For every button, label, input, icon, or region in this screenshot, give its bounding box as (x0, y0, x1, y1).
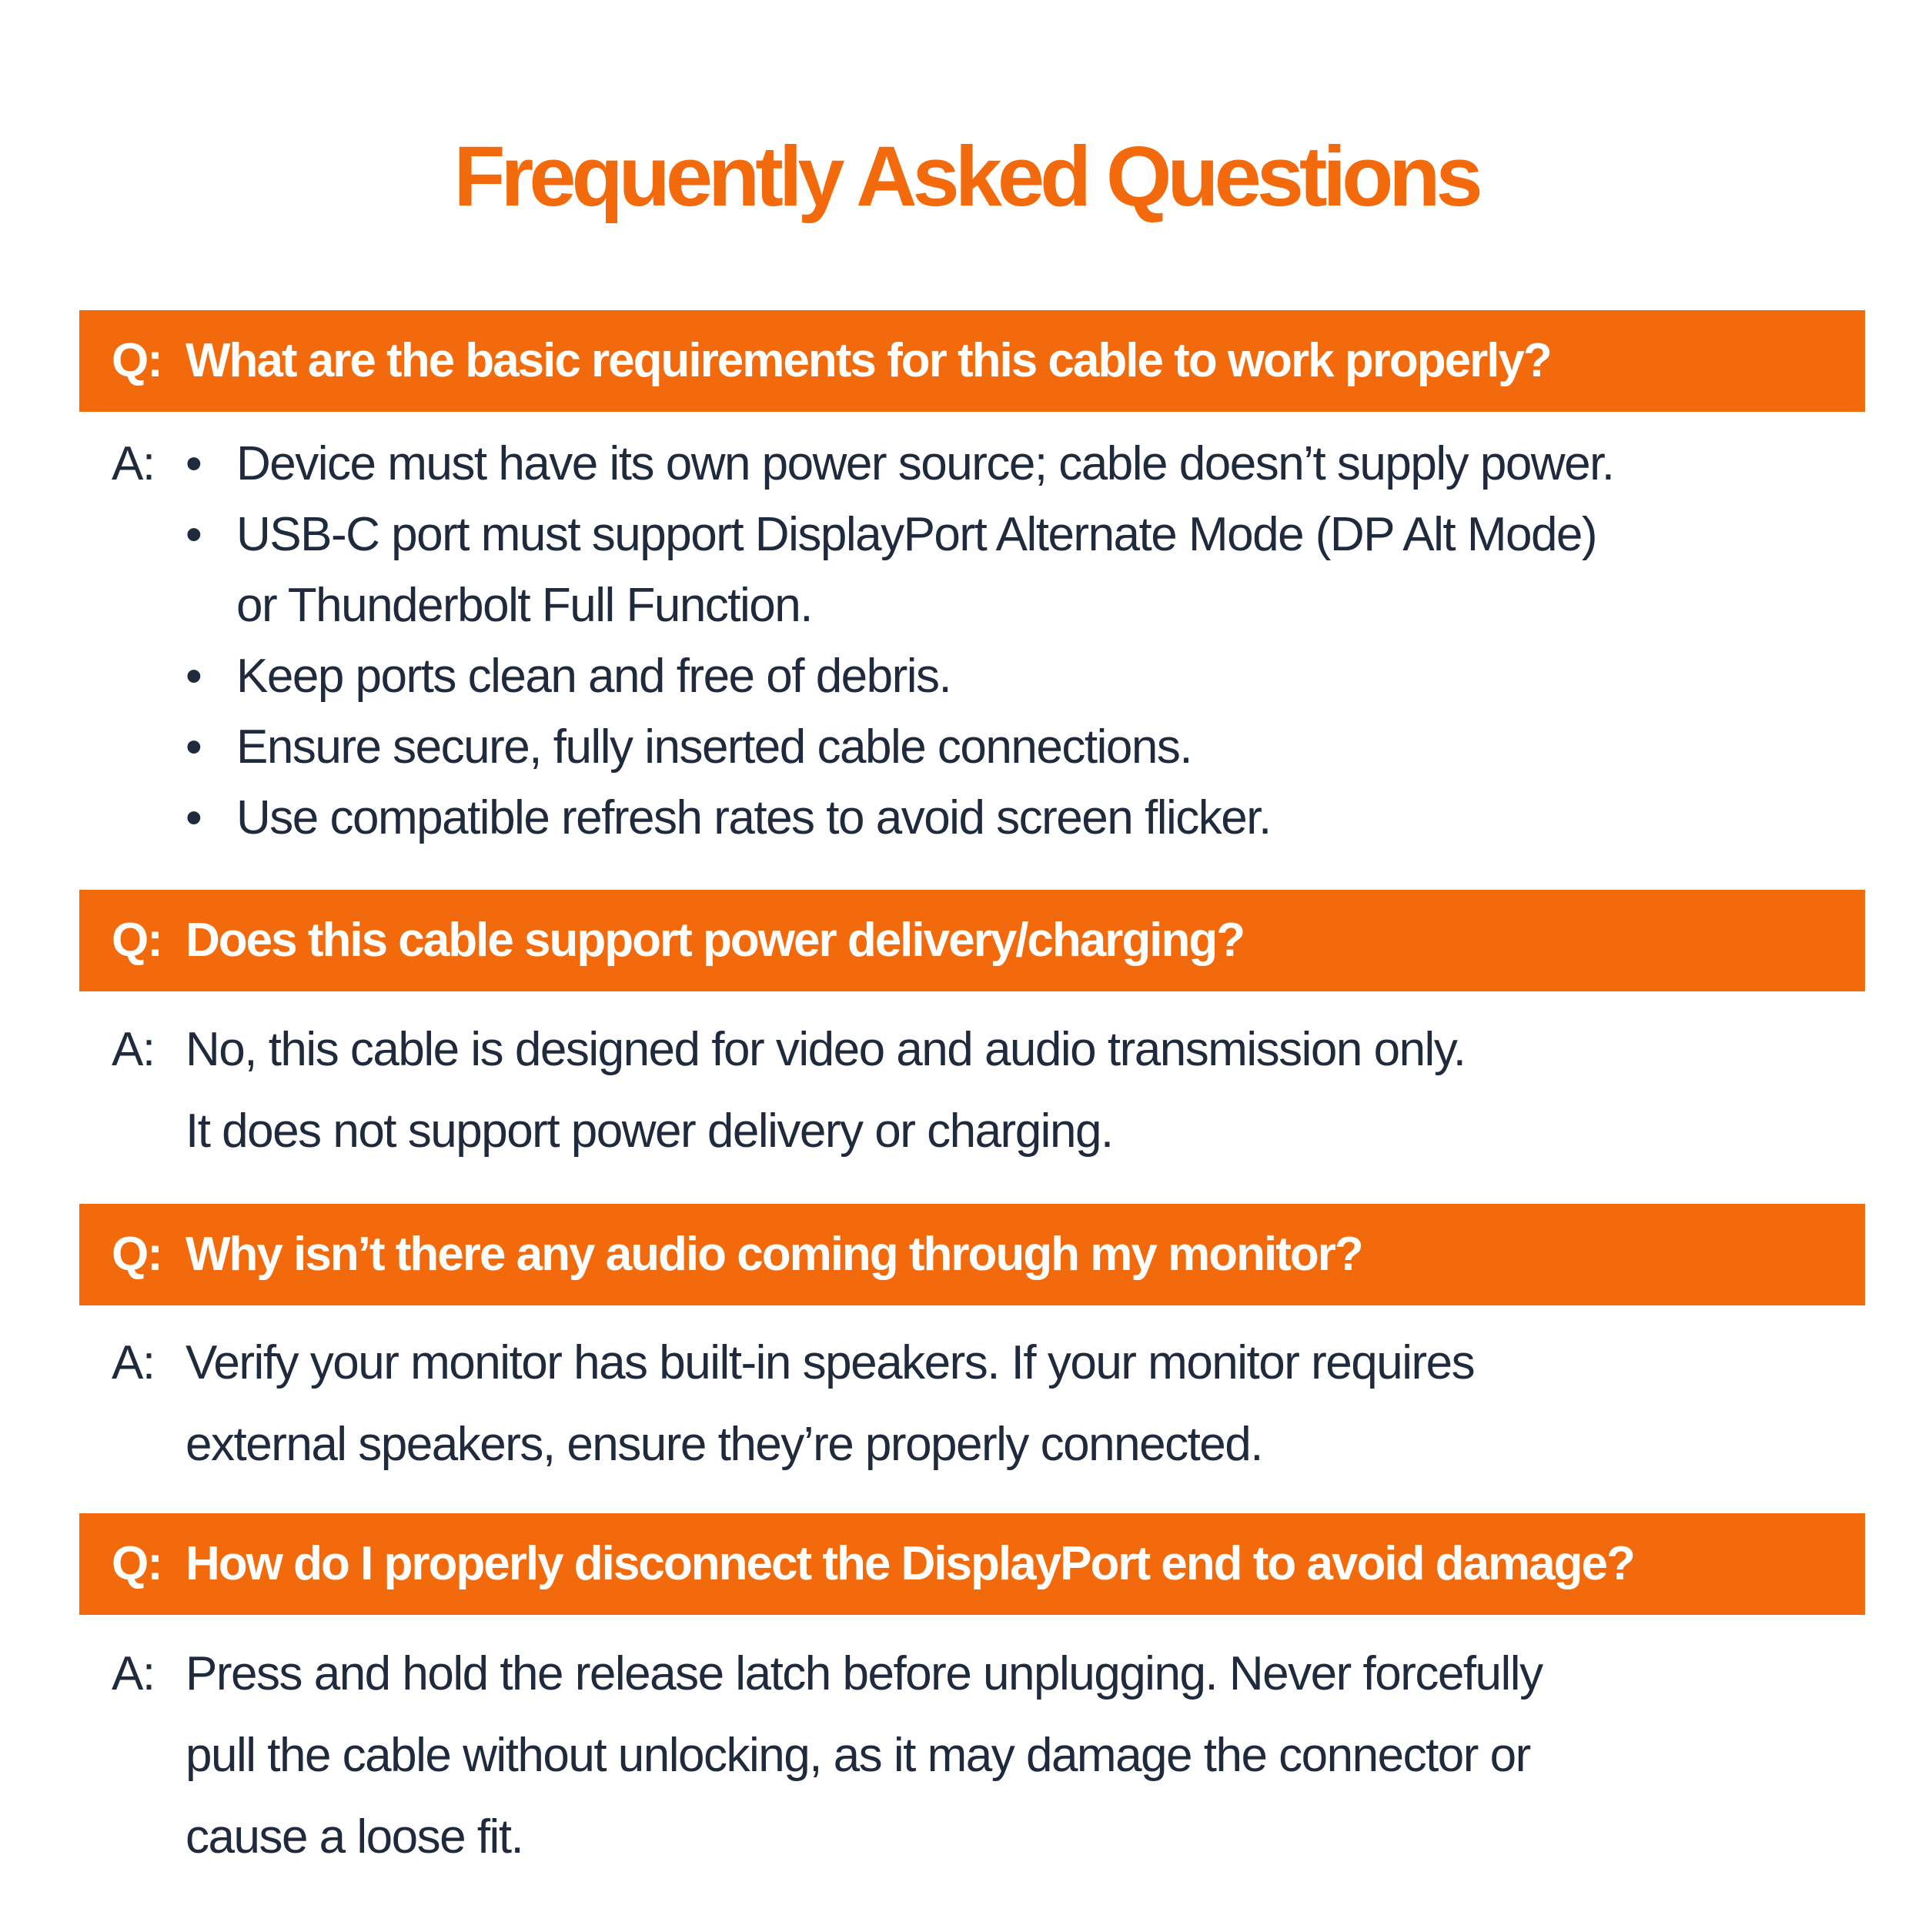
answer-line: external speakers, ensure they’re properly connected. (186, 1418, 1262, 1471)
question-text-1: What are the basic requirements for this cable to work properly? (186, 334, 1551, 387)
faq-question-bar-2 (79, 890, 1865, 991)
question-prefix: Q: (112, 1228, 162, 1281)
faq-question-bar-3 (79, 1204, 1865, 1305)
bullet-line: USB-C port must support DisplayPort Alternate Mode (DP Alt Mode) (236, 508, 1597, 561)
answer-bullet-list-1 (186, 429, 1856, 854)
bullet-item (186, 429, 1856, 500)
answer-line: No, this cable is designed for video and audio transmission only. (186, 1023, 1466, 1076)
question-text-2: Does this cable support power delivery/charging? (186, 914, 1245, 967)
bullet-line: Ensure secure, fully inserted cable connections. (236, 720, 1192, 774)
bullet-line: Use compatible refresh rates to avoid screen flicker. (236, 791, 1271, 844)
bullet-dot: • (186, 437, 202, 490)
answer-text-4 (186, 1633, 1856, 1878)
question-prefix: Q: (112, 914, 162, 967)
answer-line: cause a loose fit. (186, 1810, 523, 1863)
answer-prefix: A: (112, 1647, 155, 1700)
bullet-item (186, 712, 1856, 783)
bullet-dot: • (186, 791, 202, 844)
faq-question-bar-4 (79, 1513, 1865, 1615)
answer-text-3 (186, 1322, 1856, 1486)
bullet-item (186, 783, 1856, 854)
question-prefix: Q: (112, 1537, 162, 1590)
answer-line: It does not support power delivery or charging. (186, 1105, 1113, 1158)
bullet-line: Device must have its own power source; cable doesn’t supply power. (236, 437, 1614, 490)
answer-prefix: A: (112, 1336, 155, 1389)
bullet-dot: • (186, 650, 202, 703)
question-text-4: How do I properly disconnect the DisplayPort end to avoid damage? (186, 1537, 1634, 1590)
page-title: Frequently Asked Questions (453, 129, 1479, 224)
answer-prefix: A: (112, 437, 155, 490)
answer-prefix: A: (112, 1023, 155, 1076)
answer-line: pull the cable without unlocking, as it may damage the connector or (186, 1729, 1530, 1782)
bullet-line: or Thunderbolt Full Function. (236, 579, 812, 632)
question-prefix: Q: (112, 334, 162, 387)
bullet-dot: • (186, 508, 202, 561)
bullet-dot: • (186, 720, 202, 774)
bullet-line: Keep ports clean and free of debris. (236, 650, 951, 703)
answer-text-2 (186, 1009, 1856, 1172)
bullet-item (186, 641, 1856, 712)
question-text-3: Why isn’t there any audio coming through my monitor? (186, 1228, 1362, 1281)
bullet-item (186, 500, 1856, 641)
answer-line: Press and hold the release latch before unplugging. Never forcefully (186, 1647, 1543, 1700)
answer-line: Verify your monitor has built-in speakers. If your monitor requires (186, 1336, 1475, 1389)
faq-question-bar-1 (79, 310, 1865, 412)
